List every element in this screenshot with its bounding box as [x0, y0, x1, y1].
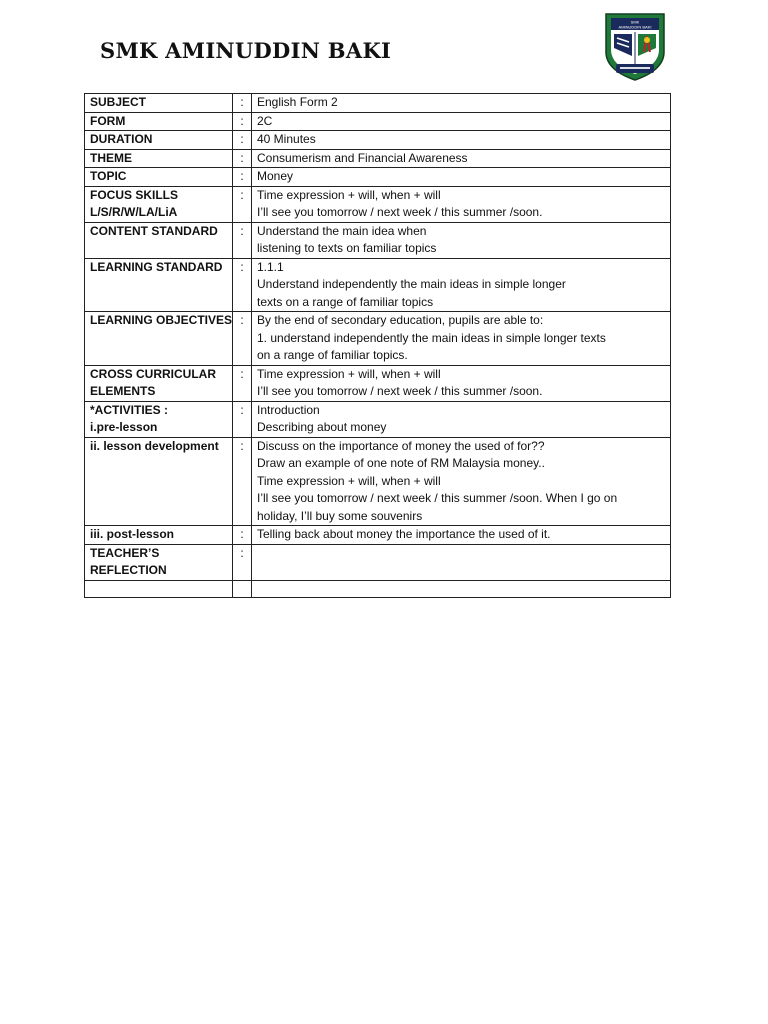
row-value: [252, 526, 671, 545]
row-label: [85, 112, 233, 131]
row-label-line: FOCUS SKILLS: [90, 187, 179, 202]
row-colon: :: [233, 544, 252, 580]
table-row: [85, 365, 671, 401]
row-value-line: Money: [257, 169, 294, 183]
row-value-line: listening to texts on familiar topics: [257, 241, 437, 255]
row-value: [252, 258, 671, 312]
empty-cell: [233, 580, 252, 597]
table-row: [85, 526, 671, 545]
row-label-line: THEME: [90, 150, 132, 165]
row-label: [85, 186, 233, 222]
row-label: [85, 401, 233, 437]
table-row: [85, 258, 671, 312]
row-label: [85, 365, 233, 401]
row-value: [252, 437, 671, 526]
row-label-line: LEARNING STANDARD: [90, 259, 223, 274]
row-value-line: holiday, I’ll buy some souvenirs: [257, 508, 423, 523]
table-row: [85, 168, 671, 187]
row-label: [85, 312, 233, 366]
table-row: [85, 94, 671, 113]
table-row: [85, 131, 671, 150]
row-label: [85, 222, 233, 258]
row-value-line: Telling back about money the importance the used of it.: [257, 527, 551, 541]
row-label-line: SUBJECT: [90, 95, 147, 109]
row-label-line: TEACHER’S: [90, 545, 160, 560]
row-colon: :: [233, 186, 252, 222]
row-label: [85, 94, 233, 113]
row-value: [252, 312, 671, 366]
row-colon: :: [233, 312, 252, 366]
row-label-line: CROSS CURRICULAR: [90, 366, 216, 381]
row-label: [85, 258, 233, 312]
row-value-line: I’ll see you tomorrow / next week / this summer /soon. When I go on: [257, 491, 618, 505]
table-row-empty: [85, 580, 671, 597]
table-row: [85, 401, 671, 437]
row-colon: :: [233, 222, 252, 258]
lesson-plan-table: [84, 93, 671, 598]
row-label-line: ELEMENTS: [90, 384, 156, 398]
row-label-line: DURATION: [90, 132, 153, 146]
row-value: [252, 365, 671, 401]
row-value-line: 1.1.1: [257, 259, 284, 274]
row-colon: :: [233, 437, 252, 526]
row-label-line: FORM: [90, 113, 126, 128]
school-name: SMK AMINUDDIN BAKI: [100, 38, 392, 63]
row-label: [85, 131, 233, 150]
row-value: [252, 401, 671, 437]
row-value-line: Understand independently the main ideas in simple longer: [257, 277, 566, 291]
row-value-line: Time expression + will, when + will: [257, 187, 441, 202]
crest-text-name: AMINUDDIN BAKI: [618, 24, 652, 30]
row-label-line: i.pre-lesson: [90, 420, 158, 434]
table-row: [85, 544, 671, 580]
row-value: [252, 149, 671, 168]
row-colon: :: [233, 131, 252, 150]
row-value: [252, 94, 671, 113]
table-row: [85, 437, 671, 526]
row-value-line: By the end of secondary education, pupils are able to:: [257, 313, 544, 327]
row-value: [252, 544, 671, 580]
row-value-line: I’ll see you tomorrow / next week / this summer /soon.: [257, 384, 543, 398]
row-label-line: CONTENT STANDARD: [90, 223, 218, 238]
table-row: [85, 222, 671, 258]
row-value-line: Time expression + will, when + will: [257, 366, 441, 381]
row-colon: :: [233, 401, 252, 437]
row-value-line: on a range of familiar topics.: [257, 348, 408, 362]
row-label: [85, 526, 233, 545]
row-colon: :: [233, 258, 252, 312]
school-crest-logo: [600, 8, 670, 84]
row-value: [252, 168, 671, 187]
row-label: [85, 437, 233, 526]
row-label: [85, 149, 233, 168]
row-label-line: *ACTIVITIES :: [90, 402, 169, 417]
row-value: [252, 222, 671, 258]
row-value-line: Discuss on the importance of money the used of for??: [257, 438, 545, 453]
row-label: [85, 544, 233, 580]
row-label-line: REFLECTION: [90, 563, 167, 577]
row-label-line: iii. post-lesson: [90, 527, 175, 541]
row-value-line: I’ll see you tomorrow / next week / this summer /soon.: [257, 205, 543, 219]
row-label-line: LEARNING OBJECTIVES: [90, 313, 233, 327]
row-colon: :: [233, 94, 252, 113]
row-value-line: Time expression + will, when + will: [257, 473, 441, 488]
row-value-line: Understand the main idea when: [257, 223, 427, 238]
row-value: [252, 131, 671, 150]
table-row: [85, 312, 671, 366]
row-value: [252, 112, 671, 131]
table-row: [85, 149, 671, 168]
row-colon: :: [233, 526, 252, 545]
row-label: [85, 168, 233, 187]
table-row: [85, 112, 671, 131]
row-colon: :: [233, 168, 252, 187]
row-value-line: Draw an example of one note of RM Malaysia money..: [257, 456, 545, 470]
row-colon: :: [233, 149, 252, 168]
row-value-line: Introduction: [257, 402, 320, 417]
row-value-line: 1. understand independently the main ideas in simple longer texts: [257, 330, 606, 345]
row-value-line: 40 Minutes: [257, 132, 316, 146]
row-value-line: texts on a range of familiar topics: [257, 294, 434, 309]
row-colon: :: [233, 365, 252, 401]
row-label-line: ii. lesson development: [90, 438, 219, 453]
row-value-line: Describing about money: [257, 420, 387, 434]
table-row: [85, 186, 671, 222]
row-label-line: TOPIC: [90, 169, 127, 183]
row-label-line: L/S/R/W/LA/LiA: [90, 205, 178, 219]
row-value-line: Consumerism and Financial Awareness: [257, 150, 468, 165]
row-colon: :: [233, 112, 252, 131]
row-value-line: 2C: [257, 113, 273, 128]
empty-cell: [252, 580, 671, 597]
empty-cell: [85, 580, 233, 597]
crest-text-top: SMK: [630, 19, 640, 25]
row-value-line: English Form 2: [257, 95, 338, 109]
row-value: [252, 186, 671, 222]
